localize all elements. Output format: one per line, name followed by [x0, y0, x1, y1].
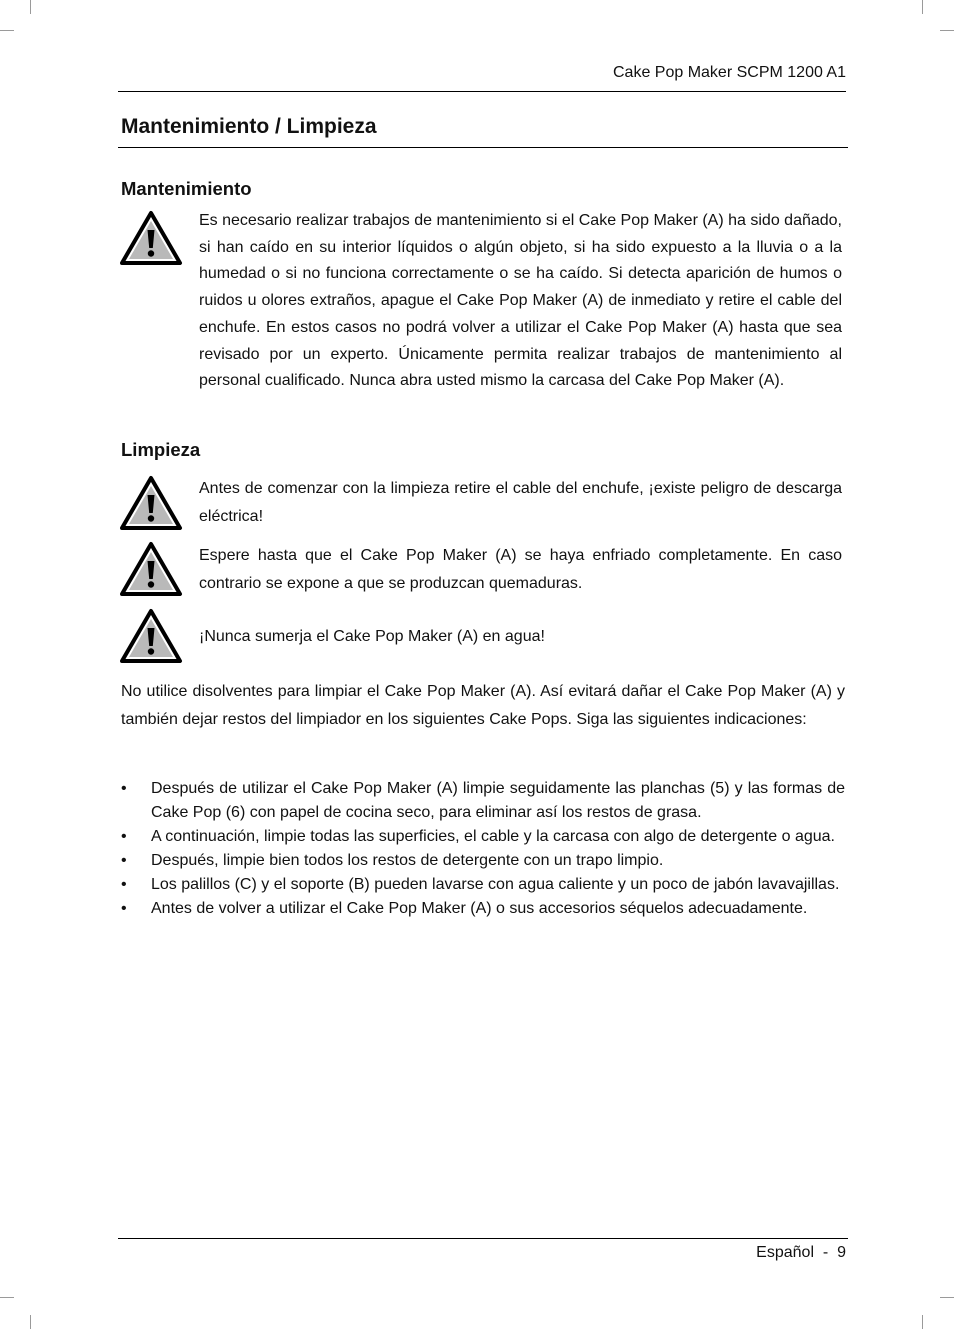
list-item: [121, 897, 845, 921]
bullet-icon: •: [121, 876, 127, 893]
crop-mark: [0, 30, 14, 31]
list-item: [121, 825, 845, 849]
bullet-icon: •: [121, 900, 127, 917]
list-item: [121, 777, 845, 825]
list-item: [121, 849, 845, 873]
crop-mark: [30, 1315, 31, 1329]
crop-mark: [922, 0, 923, 14]
page-title: Mantenimiento / Limpieza: [121, 115, 377, 138]
header-divider: [118, 91, 846, 92]
running-header: Cake Pop Maker SCPM 1200 A1: [612, 64, 846, 81]
page-number: Español - 9: [756, 1244, 846, 1261]
footer-divider: [118, 1238, 848, 1239]
cleaning-heading: Limpieza: [121, 439, 201, 460]
list-item-text: Los palillos (C) y el soporte (B) pueden lavarse con agua caliente y un poco de jabón lavavajillas.: [151, 876, 840, 893]
crop-mark: [922, 1315, 923, 1329]
crop-mark: [30, 0, 31, 14]
title-divider: [118, 147, 848, 148]
bullet-icon: •: [121, 828, 127, 845]
cleaning-instructions-list: [121, 777, 845, 921]
maintenance-heading: Mantenimiento: [121, 178, 252, 199]
list-item-text: Después de utilizar el Cake Pop Maker (A) limpie seguidamente las planchas (5) y las formas de Cake Pop (6) con papel de cocina seco, para eliminar así los restos de grasa.: [151, 780, 845, 821]
warning-triangle-icon: [119, 541, 183, 597]
warning-triangle-icon: [119, 210, 183, 266]
crop-mark: [940, 30, 954, 31]
cleaning-warning-cool-down: Espere hasta que el Cake Pop Maker (A) se haya enfriado completamente. En caso contrario se expone a que se produzcan quemaduras.: [199, 547, 842, 592]
warning-triangle-icon: [119, 475, 183, 531]
list-item-text: Después, limpie bien todos los restos de detergente con un trapo limpio.: [151, 852, 664, 869]
cleaning-warning-no-submerge: ¡Nunca sumerja el Cake Pop Maker (A) en agua!: [199, 628, 545, 645]
cleaning-warning-unplug: Antes de comenzar con la limpieza retire el cable del enchufe, ¡existe peligro de descarga eléctrica!: [199, 480, 842, 525]
crop-mark: [0, 1297, 14, 1298]
cleaning-intro: No utilice disolventes para limpiar el Cake Pop Maker (A). Así evitará dañar el Cake Pop Maker (A) y también dejar restos del limpiador en los siguientes Cake Pops. Siga las siguientes indicaciones:: [121, 683, 845, 728]
list-item: [121, 873, 845, 897]
maintenance-warning-text: Es necesario realizar trabajos de mantenimiento si el Cake Pop Maker (A) ha sido dañado, si han caído en su interior líquidos o algún objeto, si ha sido expuesto a la lluvia o a la humedad o si no funciona correctamente o se ha caído. Si detecta aparición de humos o ruidos u olores extraños, apague el Cake Pop Maker (A) de inmediato y retire el cable del enchufe. En estos casos no podrá volver a utilizar el Cake Pop Maker (A) hasta que sea revisado por un experto. Únicamente permita realizar trabajos de mantenimiento al personal cualificado. Nunca abra usted mismo la carcasa del Cake Pop Maker (A).: [199, 212, 842, 390]
list-item-text: Antes de volver a utilizar el Cake Pop Maker (A) o sus accesorios séquelos adecuadamente.: [151, 900, 808, 917]
list-item-text: A continuación, limpie todas las superficies, el cable y la carcasa con algo de detergente o agua.: [151, 828, 835, 845]
bullet-icon: •: [121, 780, 127, 797]
crop-mark: [940, 1297, 954, 1298]
warning-triangle-icon: [119, 608, 183, 664]
bullet-icon: •: [121, 852, 127, 869]
